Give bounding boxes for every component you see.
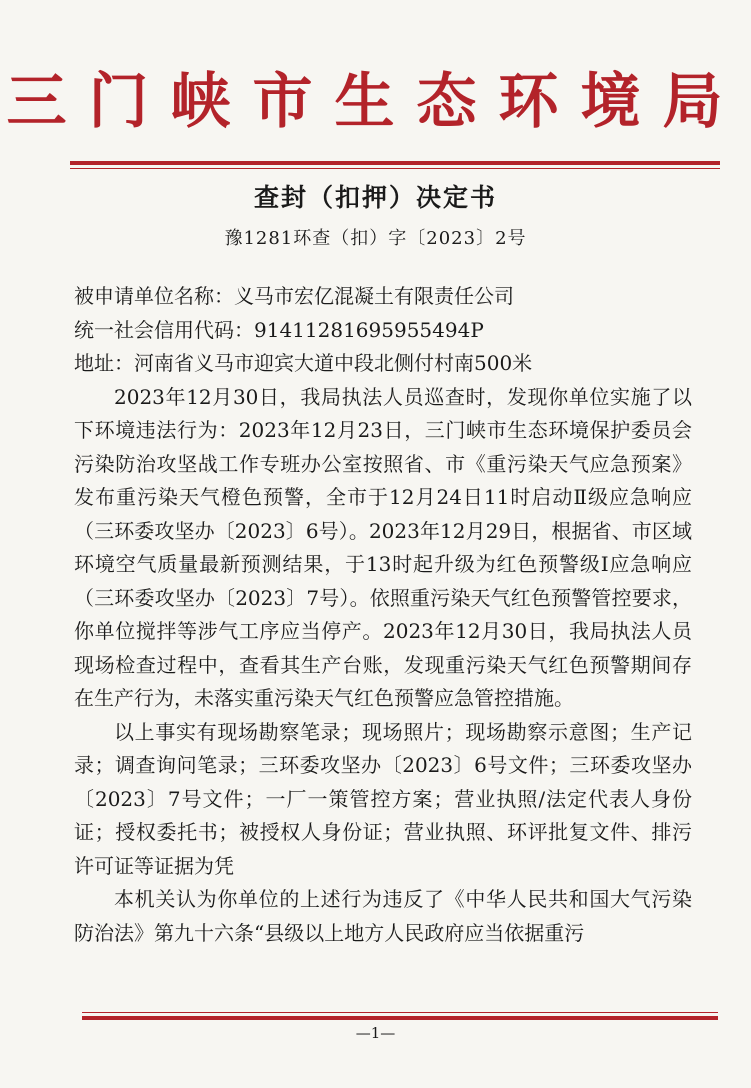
facts-paragraph: 2023年12月30日，我局执法人员巡查时，发现你单位实施了以下环境违法行为：2023年12月23日，三门峡市生态环境保护委员会污染防治攻坚战工作专班办公室按照省、市《重污染天气应急预案》发布重污染天气橙色预警，全市于12月24日11时启动Ⅱ级应急响应（三环委攻坚办〔2023〕6号）。2023年12月29日，根据省、市区域环境空气质量最新预测结果，于13时起升级为红色预警级Ⅰ应急响应（三环委攻坚办〔2023〕7号）。依照重污染天气红色预警管控要求，你单位搅拌等涉气工序应当停产。2023年12月30日，我局执法人员现场检查过程中，查看其生产台账，发现重污染天气红色预警期间存在生产行为，未落实重污染天气红色预警应急管控措施。 — [74, 384, 692, 710]
header-red-rule-thin — [70, 168, 720, 169]
document-body — [74, 280, 692, 950]
footer-red-rule-thin — [82, 1012, 718, 1013]
document-title: 查封（扣押）决定书 — [253, 183, 497, 212]
footer-red-rule-thick — [82, 1016, 718, 1020]
credit-code-line: 统一社会信用代码：91411281695955494P — [74, 317, 484, 342]
legal-basis-paragraph: 本机关认为你单位的上述行为违反了《中华人民共和国大气污染防治法》第九十六条“县级以上地方人民政府应当依据重污 — [74, 887, 692, 945]
evidence-paragraph: 以上事实有现场勘察笔录；现场照片；现场勘察示意图；生产记录；调查询问笔录；三环委攻坚办〔2023〕6号文件；三环委攻坚办〔2023〕7号文件；一厂一策管控方案；营业执照/法定代表人身份证；授权委托书；被授权人身份证；营业执照、环评批复文件、排污许可证等证据为凭 — [74, 719, 692, 878]
header-red-rule-thick — [70, 161, 720, 165]
address-line: 地址：河南省义马市迎宾大道中段北侧付村南500米 — [74, 351, 533, 375]
party-name-line: 被申请单位名称：义马市宏亿混凝土有限责任公司 — [74, 284, 514, 308]
page-number: —1— — [355, 1024, 396, 1042]
document-number: 豫1281环查（扣）字〔2023〕2号 — [224, 228, 527, 249]
issuing-agency-header: 三门峡市生态环境局 — [6, 67, 745, 137]
